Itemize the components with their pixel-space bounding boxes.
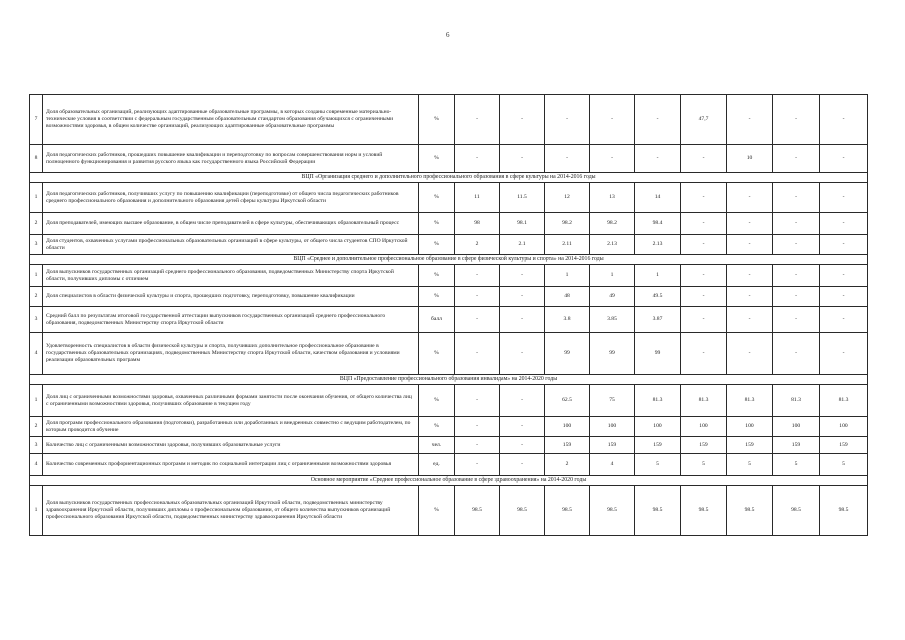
value-cell: - [500,385,545,417]
value-cell: 98.2 [590,213,635,235]
value-cell: - [820,287,868,307]
row-number: 3 [30,235,43,255]
value-cell: - [455,287,500,307]
unit-cell: чел. [419,437,455,454]
value-cell: - [455,265,500,287]
value-cell: - [500,287,545,307]
indicator-description: Доля студентов, охваченных услугами профессиональных образовательных организаций в сфере культуры, от общего числа студентов СПО Иркутской области [43,235,419,255]
table-row [30,307,868,333]
row-number: 2 [30,417,43,437]
indicator-description: Доля специалистов в области физической культуры и спорта, прошедших подготовку, переподготовку, повышение квалификации [43,287,419,307]
value-cell: - [500,454,545,476]
value-cell: - [820,183,868,213]
value-cell: 13 [590,183,635,213]
value-cell: 1 [635,265,681,287]
indicator-description: Доля педагогических работников, прошедших повышение квалификации и переподготовку по вопросам совершенствования норм и условий полноценного функционирования и развития русского языка как государственного языка Российской Федерации [43,145,419,173]
value-cell: 98.2 [545,213,590,235]
unit-cell: % [419,265,455,287]
value-cell: - [455,333,500,375]
table-row [30,437,868,454]
row-number: 1 [30,265,43,287]
value-cell: - [500,265,545,287]
value-cell: - [500,307,545,333]
table-row [30,183,868,213]
value-cell: - [820,265,868,287]
value-cell: - [727,183,773,213]
unit-cell: ед. [419,454,455,476]
row-number: 2 [30,287,43,307]
value-cell: 98.5 [500,486,545,536]
value-cell: 2 [545,454,590,476]
value-cell: 3.85 [590,307,635,333]
table-row [30,385,868,417]
value-cell: - [727,287,773,307]
row-number: 7 [30,95,43,145]
value-cell: - [820,333,868,375]
value-cell: 2.13 [590,235,635,255]
indicator-description: Доля педагогических работников, получивших услугу по повышению квалификации (переподготовке) от общего числа педагогических работников среднего профессионального образования и дополнительного образования детей сферы культуры Иркутской области [43,183,419,213]
value-cell: - [820,307,868,333]
value-cell: 2.11 [545,235,590,255]
value-cell: 49.5 [635,287,681,307]
value-cell: 2.1 [500,235,545,255]
value-cell: 81.3 [820,385,868,417]
unit-cell: % [419,287,455,307]
section-header-row [30,255,868,265]
value-cell: 159 [773,437,820,454]
value-cell: - [773,287,820,307]
value-cell: 159 [681,437,727,454]
indicator-description: Количество лиц с ограниченными возможностями здоровья, получивших образовательные услуги [43,437,419,454]
unit-cell: % [419,183,455,213]
value-cell: - [500,333,545,375]
value-cell: - [820,213,868,235]
section-header-row [30,173,868,183]
value-cell: - [727,235,773,255]
value-cell: 81.3 [773,385,820,417]
value-cell: 98.5 [727,486,773,536]
value-cell: - [727,95,773,145]
indicator-description: Доля преподавателей, имеющих высшее образование, в общем числе преподавателей в сфере культуры, обеспечивающих образовательный процесс [43,213,419,235]
value-cell: 5 [727,454,773,476]
value-cell: - [773,183,820,213]
value-cell: - [500,95,545,145]
value-cell: 5 [773,454,820,476]
value-cell: - [727,213,773,235]
table-row [30,145,868,173]
value-cell: - [681,235,727,255]
value-cell: 98.5 [545,486,590,536]
value-cell: 100 [635,417,681,437]
value-cell: - [590,145,635,173]
value-cell: 81.3 [727,385,773,417]
value-cell: - [681,333,727,375]
table-row [30,287,868,307]
page-number: 6 [446,31,450,39]
unit-cell: % [419,235,455,255]
table-row [30,486,868,536]
value-cell: - [773,145,820,173]
value-cell: 49 [590,287,635,307]
row-number: 4 [30,333,43,375]
value-cell: - [635,145,681,173]
unit-cell: % [419,145,455,173]
unit-cell: % [419,385,455,417]
table-row [30,454,868,476]
value-cell: 5 [681,454,727,476]
value-cell: - [727,307,773,333]
value-cell: 159 [590,437,635,454]
value-cell: - [590,95,635,145]
unit-cell: балл [419,307,455,333]
value-cell: - [820,235,868,255]
value-cell: - [773,307,820,333]
value-cell: - [820,95,868,145]
value-cell: - [681,213,727,235]
indicator-description: Доля лиц с ограниченными возможностями здоровья, охваченных различными формами занятости после окончания обучения, от общего количества лиц с ограниченными возможностями здоровья, получивших образование в текущем году [43,385,419,417]
value-cell: - [727,265,773,287]
table-row [30,417,868,437]
indicator-description: Удовлетворенность специалистов в области физической культуры и спорта, получивших дополнительное профессиональное образование в государственных образовательных организациях, подведомственных Министерству спорта Иркутской области, качеством образования и условиями реализации образовательных программ [43,333,419,375]
value-cell: 98.5 [635,486,681,536]
value-cell: 81.3 [635,385,681,417]
value-cell: - [455,95,500,145]
value-cell: 159 [635,437,681,454]
value-cell: - [820,145,868,173]
value-cell: - [635,95,681,145]
value-cell: 100 [820,417,868,437]
value-cell: 2.13 [635,235,681,255]
value-cell: 5 [820,454,868,476]
value-cell: 100 [545,417,590,437]
value-cell: - [773,95,820,145]
section-header-row [30,375,868,385]
value-cell: 62.5 [545,385,590,417]
unit-cell: % [419,333,455,375]
indicator-description: Средний балл по результатам итоговой государственной аттестации выпускников государственных организаций среднего профессионального образования, подведомственных Министерству спорта Иркутской области [43,307,419,333]
value-cell: 5 [635,454,681,476]
value-cell: 2 [455,235,500,255]
value-cell: 98.5 [773,486,820,536]
value-cell: - [500,437,545,454]
value-cell: - [455,145,500,173]
value-cell: 98.4 [635,213,681,235]
value-cell: - [545,145,590,173]
indicator-description: Доля программ профессионального образования (подготовки), разработанных или доработанных и внедренных совместно с ведущим работодателем, по которым проводится обучение [43,417,419,437]
value-cell: - [773,235,820,255]
value-cell: 100 [590,417,635,437]
row-number: 3 [30,437,43,454]
value-cell: - [455,454,500,476]
value-cell: 4 [590,454,635,476]
value-cell: 100 [681,417,727,437]
section-title: ВЦП «Организация среднего и дополнительного профессионального образования в сфере культуры на 2014-2016 годы [30,173,868,183]
value-cell: 12 [545,183,590,213]
value-cell: - [545,95,590,145]
unit-cell: % [419,486,455,536]
indicator-description: Количество современных профориентационных программ и методик по социальной интеграции лиц с ограниченными возможностями здоровья [43,454,419,476]
value-cell: 98 [455,213,500,235]
section-title: Основное мероприятие «Среднее профессиональное образование в сфере здравоохранения» на 2014-2020 годы [30,476,868,486]
value-cell: 81.3 [681,385,727,417]
row-number: 2 [30,213,43,235]
value-cell: 100 [727,417,773,437]
value-cell: 98.5 [590,486,635,536]
value-cell: - [681,265,727,287]
value-cell: 99 [590,333,635,375]
value-cell: 10 [727,145,773,173]
value-cell: - [500,145,545,173]
unit-cell: % [419,95,455,145]
value-cell: 159 [545,437,590,454]
value-cell: 98.5 [681,486,727,536]
value-cell: 159 [727,437,773,454]
value-cell: 1 [545,265,590,287]
value-cell: 159 [820,437,868,454]
table-row [30,95,868,145]
value-cell: - [455,437,500,454]
value-cell: - [500,417,545,437]
indicator-description: Доля выпускников государственных профессиональных образовательных организаций Иркутской области, подведомственных министерству здравоохранения Иркутской области, получивших дипломы о профессиональном образовании, от общего количества выпускников организаций профессионального образования Иркутской области, подведомственных министерству здравоохранения Иркутской области [43,486,419,536]
value-cell: - [681,145,727,173]
value-cell: 14 [635,183,681,213]
table-row [30,213,868,235]
row-number: 1 [30,486,43,536]
unit-cell: % [419,213,455,235]
table-row [30,333,868,375]
table-row [30,235,868,255]
row-number: 1 [30,385,43,417]
table-row [30,265,868,287]
section-title: ВЦП «Среднее и дополнительное профессиональное образование в сфере физической культуры и спорта» на 2014-2016 годы [30,255,868,265]
value-cell: 11.5 [500,183,545,213]
value-cell: 48 [545,287,590,307]
value-cell: - [773,213,820,235]
indicator-description: Доля выпускников государственных организаций среднего профессионального образования, подведомственных Министерству спорта Иркутской области, получивших дипломы с отличием [43,265,419,287]
value-cell: 11 [455,183,500,213]
value-cell: 75 [590,385,635,417]
indicators-table [29,94,868,536]
row-number: 4 [30,454,43,476]
value-cell: - [681,183,727,213]
section-title: ВЦП «Предоставление профессионального образования инвалидам» на 2014-2020 годы [30,375,868,385]
row-number: 8 [30,145,43,173]
value-cell: - [455,385,500,417]
value-cell: 47,7 [681,95,727,145]
section-header-row [30,476,868,486]
value-cell: - [455,307,500,333]
value-cell: 98.5 [820,486,868,536]
value-cell: - [681,287,727,307]
value-cell: - [773,333,820,375]
value-cell: - [773,265,820,287]
value-cell: 99 [635,333,681,375]
value-cell: - [681,307,727,333]
value-cell: 99 [545,333,590,375]
row-number: 1 [30,183,43,213]
value-cell: 100 [773,417,820,437]
value-cell: 98.5 [455,486,500,536]
indicator-description: Доля образовательных организаций, реализующих адаптированные образовательные программы, в которых созданы современные материально-технические условия в соответствии с федеральным государственным образовательным стандартом образования обучающихся с ограниченными возможностями здоровья, в общем количестве организаций, реализующих адаптированные образовательные программы [43,95,419,145]
value-cell: 1 [590,265,635,287]
row-number: 3 [30,307,43,333]
value-cell: - [727,333,773,375]
value-cell: - [455,417,500,437]
unit-cell: % [419,417,455,437]
value-cell: 3.8 [545,307,590,333]
value-cell: 3.87 [635,307,681,333]
value-cell: 98.1 [500,213,545,235]
